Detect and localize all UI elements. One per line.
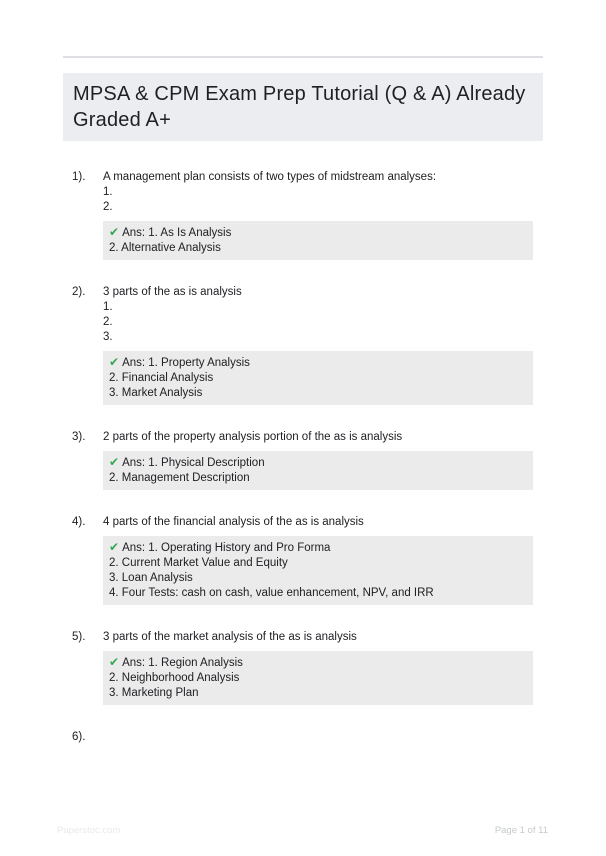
answer-box [103, 536, 533, 605]
question-item [63, 514, 543, 605]
question-number: 1). [72, 171, 86, 183]
watermark-text: Paperstoc.com [57, 825, 121, 836]
answer-line: 2. Neighborhood Analysis [109, 672, 240, 684]
answer-text: Ans: 1. As Is Analysis [122, 227, 232, 239]
question-item [63, 169, 543, 260]
question-list [63, 169, 543, 743]
answer-box [103, 351, 533, 405]
answer-text: Ans: 1. Operating History and Pro Forma [122, 542, 331, 554]
question-text: 3 parts of the as is analysis [103, 286, 242, 298]
question-enumeration [103, 300, 543, 345]
check-icon: ✔ [109, 455, 120, 469]
answer-first-line [109, 540, 525, 556]
answer-box [103, 221, 533, 260]
answer-line: 2. Current Market Value and Equity [109, 557, 288, 569]
answer-box [103, 451, 533, 490]
question-enumeration [103, 185, 543, 215]
question-number: 3). [72, 431, 86, 443]
answer-first-line [109, 355, 525, 371]
top-divider [63, 56, 543, 58]
answer-first-line [109, 655, 525, 671]
question-number: 2). [72, 286, 86, 298]
document-title: MPSA & CPM Exam Prep Tutorial (Q & A) Already Graded A+ [63, 73, 543, 141]
check-icon: ✔ [109, 225, 120, 239]
question-number: 5). [72, 631, 86, 643]
check-icon: ✔ [109, 655, 120, 669]
answer-text: Ans: 1. Physical Description [122, 457, 265, 469]
answer-text: Ans: 1. Property Analysis [122, 357, 250, 369]
answer-line: 2. Financial Analysis [109, 372, 214, 384]
question-blank-line: 2. [103, 201, 113, 213]
answer-line: 3. Market Analysis [109, 387, 203, 399]
question-number: 6). [72, 731, 86, 743]
question-blank-line: 2. [103, 316, 113, 328]
answer-first-line [109, 225, 525, 241]
page-content [0, 56, 543, 743]
answer-line: 3. Loan Analysis [109, 572, 193, 584]
question-item [63, 429, 543, 490]
check-icon: ✔ [109, 540, 120, 554]
answer-line: 3. Marketing Plan [109, 687, 199, 699]
answer-first-line [109, 455, 525, 471]
question-item [63, 629, 543, 705]
question-blank-line: 1. [103, 186, 113, 198]
check-icon: ✔ [109, 355, 120, 369]
answer-line: 2. Alternative Analysis [109, 242, 221, 254]
question-text: 4 parts of the financial analysis of the as is analysis [103, 516, 364, 528]
answer-text: Ans: 1. Region Analysis [122, 657, 243, 669]
document-page [0, 56, 606, 856]
question-text: 2 parts of the property analysis portion of the as is analysis [103, 431, 403, 443]
answer-line: 2. Management Description [109, 472, 250, 484]
page-footer [57, 825, 548, 836]
question-item [63, 284, 543, 405]
question-blank-line: 3. [103, 331, 113, 343]
answer-line: 4. Four Tests: cash on cash, value enhancement, NPV, and IRR [109, 587, 434, 599]
question-number: 4). [72, 516, 86, 528]
question-text: A management plan consists of two types of midstream analyses: [103, 171, 437, 183]
answer-box [103, 651, 533, 705]
question-text: 3 parts of the market analysis of the as is analysis [103, 631, 357, 643]
page-indicator: Page 1 of 11 [494, 825, 548, 836]
question-blank-line: 1. [103, 301, 113, 313]
